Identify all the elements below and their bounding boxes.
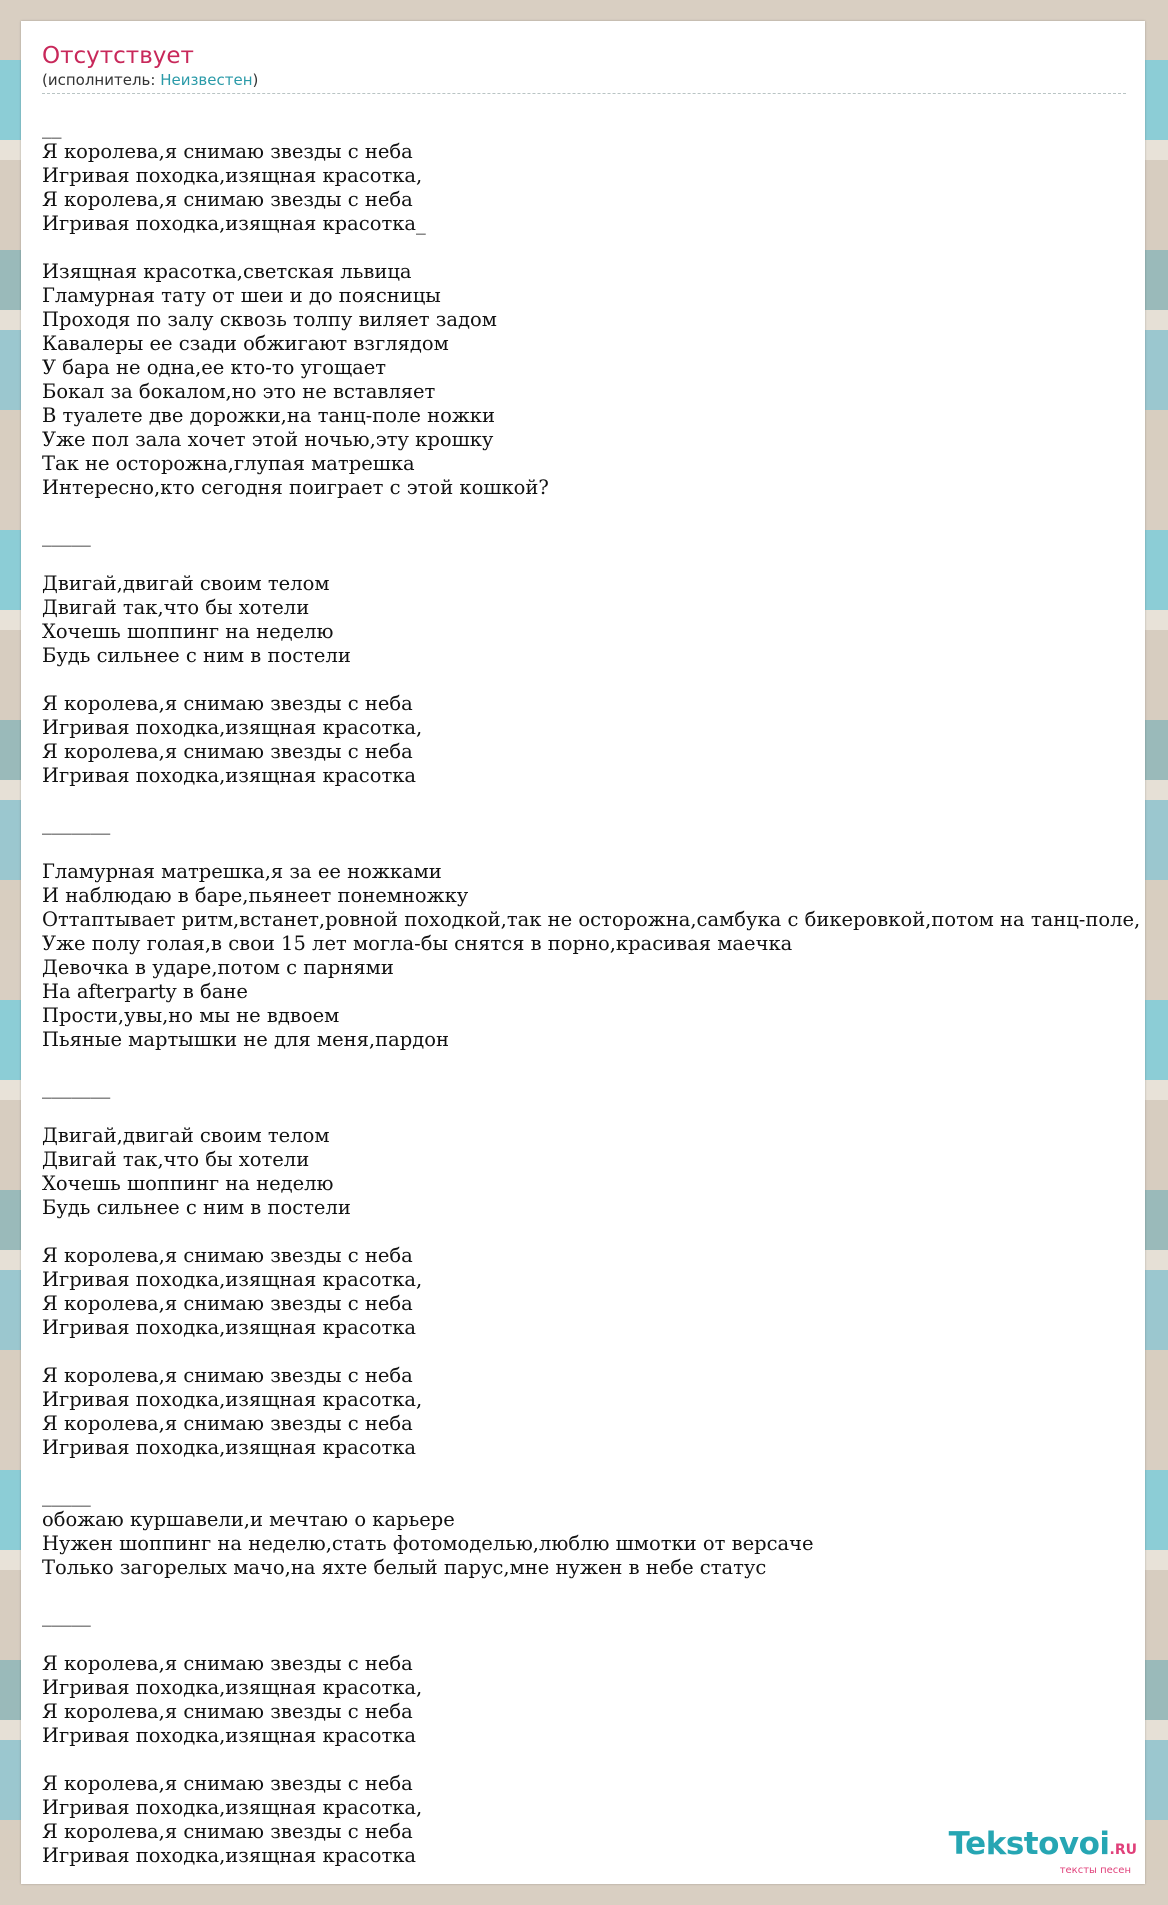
performer-prefix: (исполнитель: — [42, 71, 161, 89]
lyric-line: Кавалеры ее сзади обжигают взглядом — [42, 332, 449, 355]
logo-name: Tekstovoi — [948, 1826, 1110, 1862]
lyric-line: _____ — [42, 1484, 91, 1507]
lyric-line: Двигай,двигай своим телом — [42, 1124, 330, 1147]
lyric-line: Уже полу голая,в свои 15 лет могла-бы снятся в порно,красивая маечка — [42, 932, 793, 955]
lyric-line: Я королева,я снимаю звезды с неба — [42, 1364, 413, 1387]
lyric-line: Уже пол зала хочет этой ночью,эту крошку — [42, 428, 494, 451]
lyrics-page — [21, 21, 1145, 1884]
lyric-line — [42, 1460, 1145, 1484]
lyric-line: Изящная красотка,светская львица — [42, 260, 412, 283]
lyric-line: Игривая походка,изящная красотка — [42, 764, 417, 787]
lyric-line: Проходя по залу сквозь толпу виляет задом — [42, 308, 497, 331]
site-logo[interactable] — [949, 1828, 1137, 1876]
lyric-line: Двигай,двигай своим телом — [42, 572, 330, 595]
lyric-line — [42, 668, 1145, 692]
lyric-line: __ — [42, 116, 62, 139]
lyric-line: Хочешь шоппинг на неделю — [42, 620, 334, 643]
lyric-line — [42, 1580, 1145, 1604]
lyric-line: _______ — [42, 812, 111, 835]
performer-suffix: ) — [252, 71, 259, 89]
lyric-line: Я королева,я снимаю звезды с неба — [42, 1820, 413, 1843]
lyric-line: _______ — [42, 1076, 111, 1099]
lyric-line: Я королева,я снимаю звезды с неба — [42, 188, 413, 211]
lyric-line: Будь сильнее с ним в постели — [42, 644, 351, 667]
lyric-line: Двигай так,что бы хотели — [42, 1148, 310, 1171]
lyric-line: Будь сильнее с ним в постели — [42, 1196, 351, 1219]
lyric-line: Я королева,я снимаю звезды с неба — [42, 1652, 413, 1675]
lyric-line: Гламурная матрешка,я за ее ножками — [42, 860, 442, 883]
lyric-line: Игривая походка,изящная красотка — [42, 1316, 417, 1339]
lyric-line: Я королева,я снимаю звезды с неба — [42, 140, 413, 163]
song-header — [42, 41, 1126, 94]
lyric-line: Так не осторожна,глупая матрешка — [42, 452, 415, 475]
lyric-line — [42, 236, 1145, 260]
lyric-line — [42, 1340, 1145, 1364]
lyric-line — [42, 1100, 1145, 1124]
lyric-line: Бокал за бокалом,но это не вставляет — [42, 380, 436, 403]
lyric-line: _____ — [42, 1604, 91, 1627]
logo-wordmark — [949, 1828, 1137, 1866]
lyric-line: Игривая походка,изящная красотка — [42, 1436, 417, 1459]
lyric-line — [42, 1628, 1145, 1652]
lyric-line: Игривая походка,изящная красотка, — [42, 164, 423, 187]
lyric-line — [42, 1748, 1145, 1772]
performer-line — [42, 71, 1126, 89]
lyric-line: Игривая походка,изящная красотка, — [42, 716, 423, 739]
lyric-line: Интересно,кто сегодня поиграет с этой кошкой? — [42, 476, 549, 499]
logo-tld: .RU — [1109, 1842, 1137, 1858]
lyric-line — [42, 500, 1145, 524]
lyric-line: Девочка в ударе,потом с парнями — [42, 956, 394, 979]
lyric-line: Игривая походка,изящная красотка_ — [42, 212, 426, 235]
lyric-line: Игривая походка,изящная красотка, — [42, 1676, 423, 1699]
lyric-line: Только загорелых мачо,на яхте белый парус,мне нужен в небе статус — [42, 1556, 767, 1579]
performer-link[interactable]: Неизвестен — [160, 71, 253, 89]
lyric-line: Прости,увы,но мы не вдвоем — [42, 1004, 340, 1027]
lyric-line: Двигай так,что бы хотели — [42, 596, 310, 619]
lyric-line — [42, 1052, 1145, 1076]
lyric-line: Я королева,я снимаю звезды с неба — [42, 1772, 413, 1795]
lyric-line — [42, 788, 1145, 812]
lyric-line: Я королева,я снимаю звезды с неба — [42, 1244, 413, 1267]
logo-tagline: тексты песен — [1059, 1865, 1131, 1876]
lyric-line: И наблюдаю в баре,пьянеет понемножку — [42, 884, 469, 907]
lyric-line: В туалете две дорожки,на танц-поле ножки — [42, 404, 495, 427]
lyric-line — [42, 1220, 1145, 1244]
lyric-line: Я королева,я снимаю звезды с неба — [42, 1292, 413, 1315]
lyric-line: На afterparty в бане — [42, 980, 248, 1003]
lyrics-text — [42, 116, 1145, 1868]
lyric-line: Игривая походка,изящная красотка, — [42, 1796, 423, 1819]
lyric-line: Хочешь шоппинг на неделю — [42, 1172, 334, 1195]
lyric-line: У бара не одна,ее кто-то угощает — [42, 356, 387, 379]
lyric-line: Гламурная тату от шеи и до поясницы — [42, 284, 441, 307]
lyric-line: Я королева,я снимаю звезды с неба — [42, 1700, 413, 1723]
lyric-line — [42, 836, 1145, 860]
lyric-line: Я королева,я снимаю звезды с неба — [42, 740, 413, 763]
lyric-line: Нужен шоппинг на неделю,стать фотомоделью,люблю шмотки от версаче — [42, 1532, 814, 1555]
lyric-line: обожаю куршавели,и мечтаю о карьере — [42, 1508, 455, 1531]
lyric-line: Игривая походка,изящная красотка — [42, 1844, 417, 1867]
lyric-line: _____ — [42, 524, 91, 547]
lyric-line: Оттаптывает ритм,встанет,ровной походкой,так не осторожна,самбука с бикеровкой,потом на танц-поле, — [42, 908, 1141, 931]
lyric-line: Пьяные мартышки не для меня,пардон — [42, 1028, 449, 1051]
lyric-line: Я королева,я снимаю звезды с неба — [42, 1412, 413, 1435]
lyric-line: Игривая походка,изящная красотка — [42, 1724, 417, 1747]
song-title: Отсутствует — [42, 43, 194, 69]
lyric-line: Я королева,я снимаю звезды с неба — [42, 692, 413, 715]
lyric-line: Игривая походка,изящная красотка, — [42, 1268, 423, 1291]
lyric-line: Игривая походка,изящная красотка, — [42, 1388, 423, 1411]
lyric-line — [42, 548, 1145, 572]
